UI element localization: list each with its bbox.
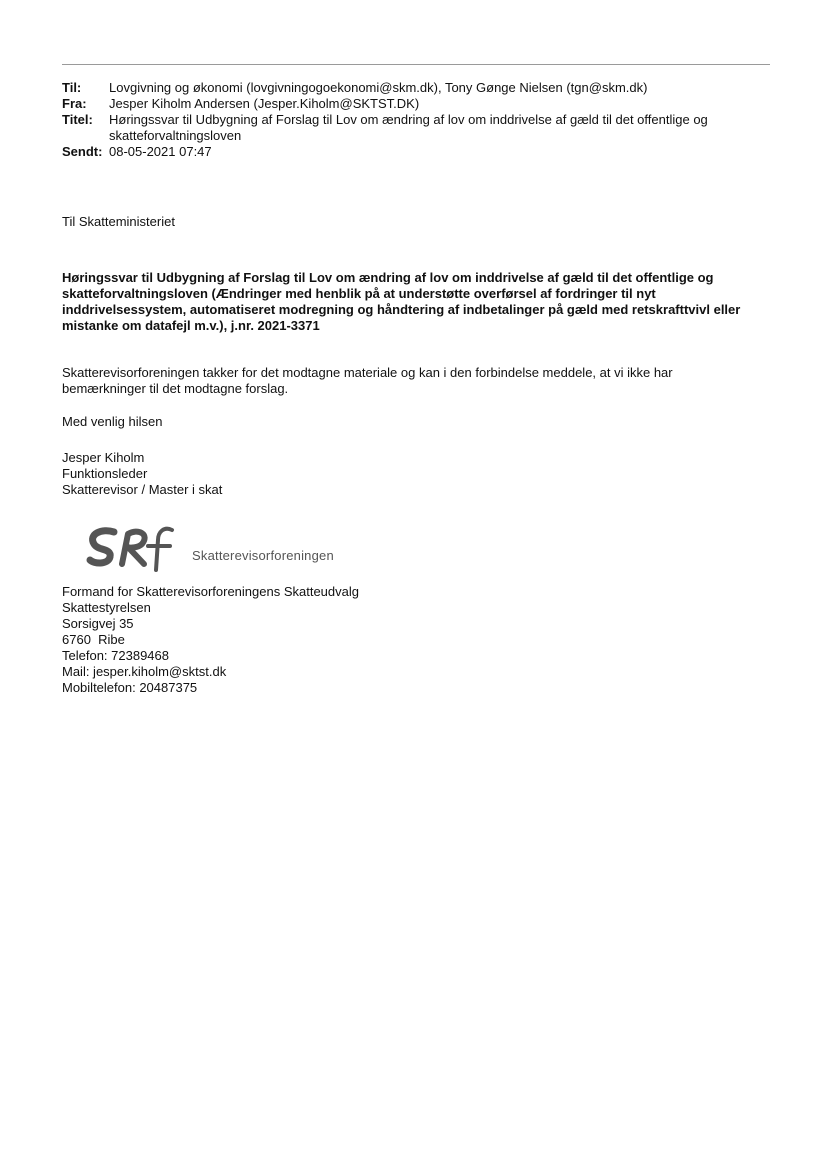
contact-mobile: Mobiltelefon: 20487375 (62, 680, 198, 695)
title-value: Høringssvar til Udbygning af Forslag til Lov om ændring af lov om inddrivelse af gæld til det offentlige og skatteforvaltningsloven (109, 112, 708, 143)
header-row-to (62, 80, 762, 96)
header-row-sent (62, 144, 762, 160)
contact-position: Formand for Skatterevisorforeningens Skatteudvalg (62, 584, 359, 599)
salutation: Til Skatteministeriet (62, 214, 175, 229)
contact-city: 6760 Ribe (62, 632, 125, 647)
logo-wordmark: Skatterevisorforeningen (192, 548, 334, 563)
from-value: Jesper Kiholm Andersen (Jesper.Kiholm@SKTST.DK) (109, 96, 420, 111)
body-paragraph: Skatterevisorforeningen takker for det modtagne materiale og kan i den forbindelse meddele, at vi ikke har bemærkninger til det modtagne forslag. (62, 365, 673, 396)
to-value: Lovgivning og økonomi (lovgivningogoekonomi@skm.dk), Tony Gønge Nielsen (tgn@skm.dk) (109, 80, 648, 95)
sent-label: Sendt: (62, 144, 103, 159)
contact-mail: Mail: jesper.kiholm@sktst.dk (62, 664, 227, 679)
header-row-from (62, 96, 762, 112)
header-divider (62, 64, 770, 65)
from-label: Fra: (62, 96, 87, 111)
signature-role: Funktionsleder (62, 466, 148, 481)
organization-logo (84, 524, 384, 574)
contact-street: Sorsigvej 35 (62, 616, 134, 631)
closing: Med venlig hilsen (62, 414, 163, 429)
contact-organization: Skattestyrelsen (62, 600, 151, 615)
sent-value: 08-05-2021 07:47 (109, 144, 212, 159)
contact-phone: Telefon: 72389468 (62, 648, 169, 663)
subject-heading: Høringssvar til Udbygning af Forslag til Lov om ændring af lov om inddrivelse af gæld til det offentlige og skatteforvaltningsloven (Ændringer med henblik på at understøtte overførsel af fordringer til nyt inddrivelsessystem, automatiseret modregning og håndtering af indbetalinger på gæld med retskrafttvivl eller mistanke om datafejl m.v.), j.nr. 2021-3371 (62, 270, 741, 333)
signature-name: Jesper Kiholm (62, 450, 145, 465)
email-header (62, 80, 762, 160)
contact-block (62, 584, 359, 696)
signature-title: Skatterevisor / Master i skat (62, 482, 223, 497)
signature-block (62, 450, 222, 498)
header-row-title (62, 112, 762, 144)
to-label: Til: (62, 80, 82, 95)
title-label: Titel: (62, 112, 93, 127)
srf-logo-icon (84, 524, 184, 574)
